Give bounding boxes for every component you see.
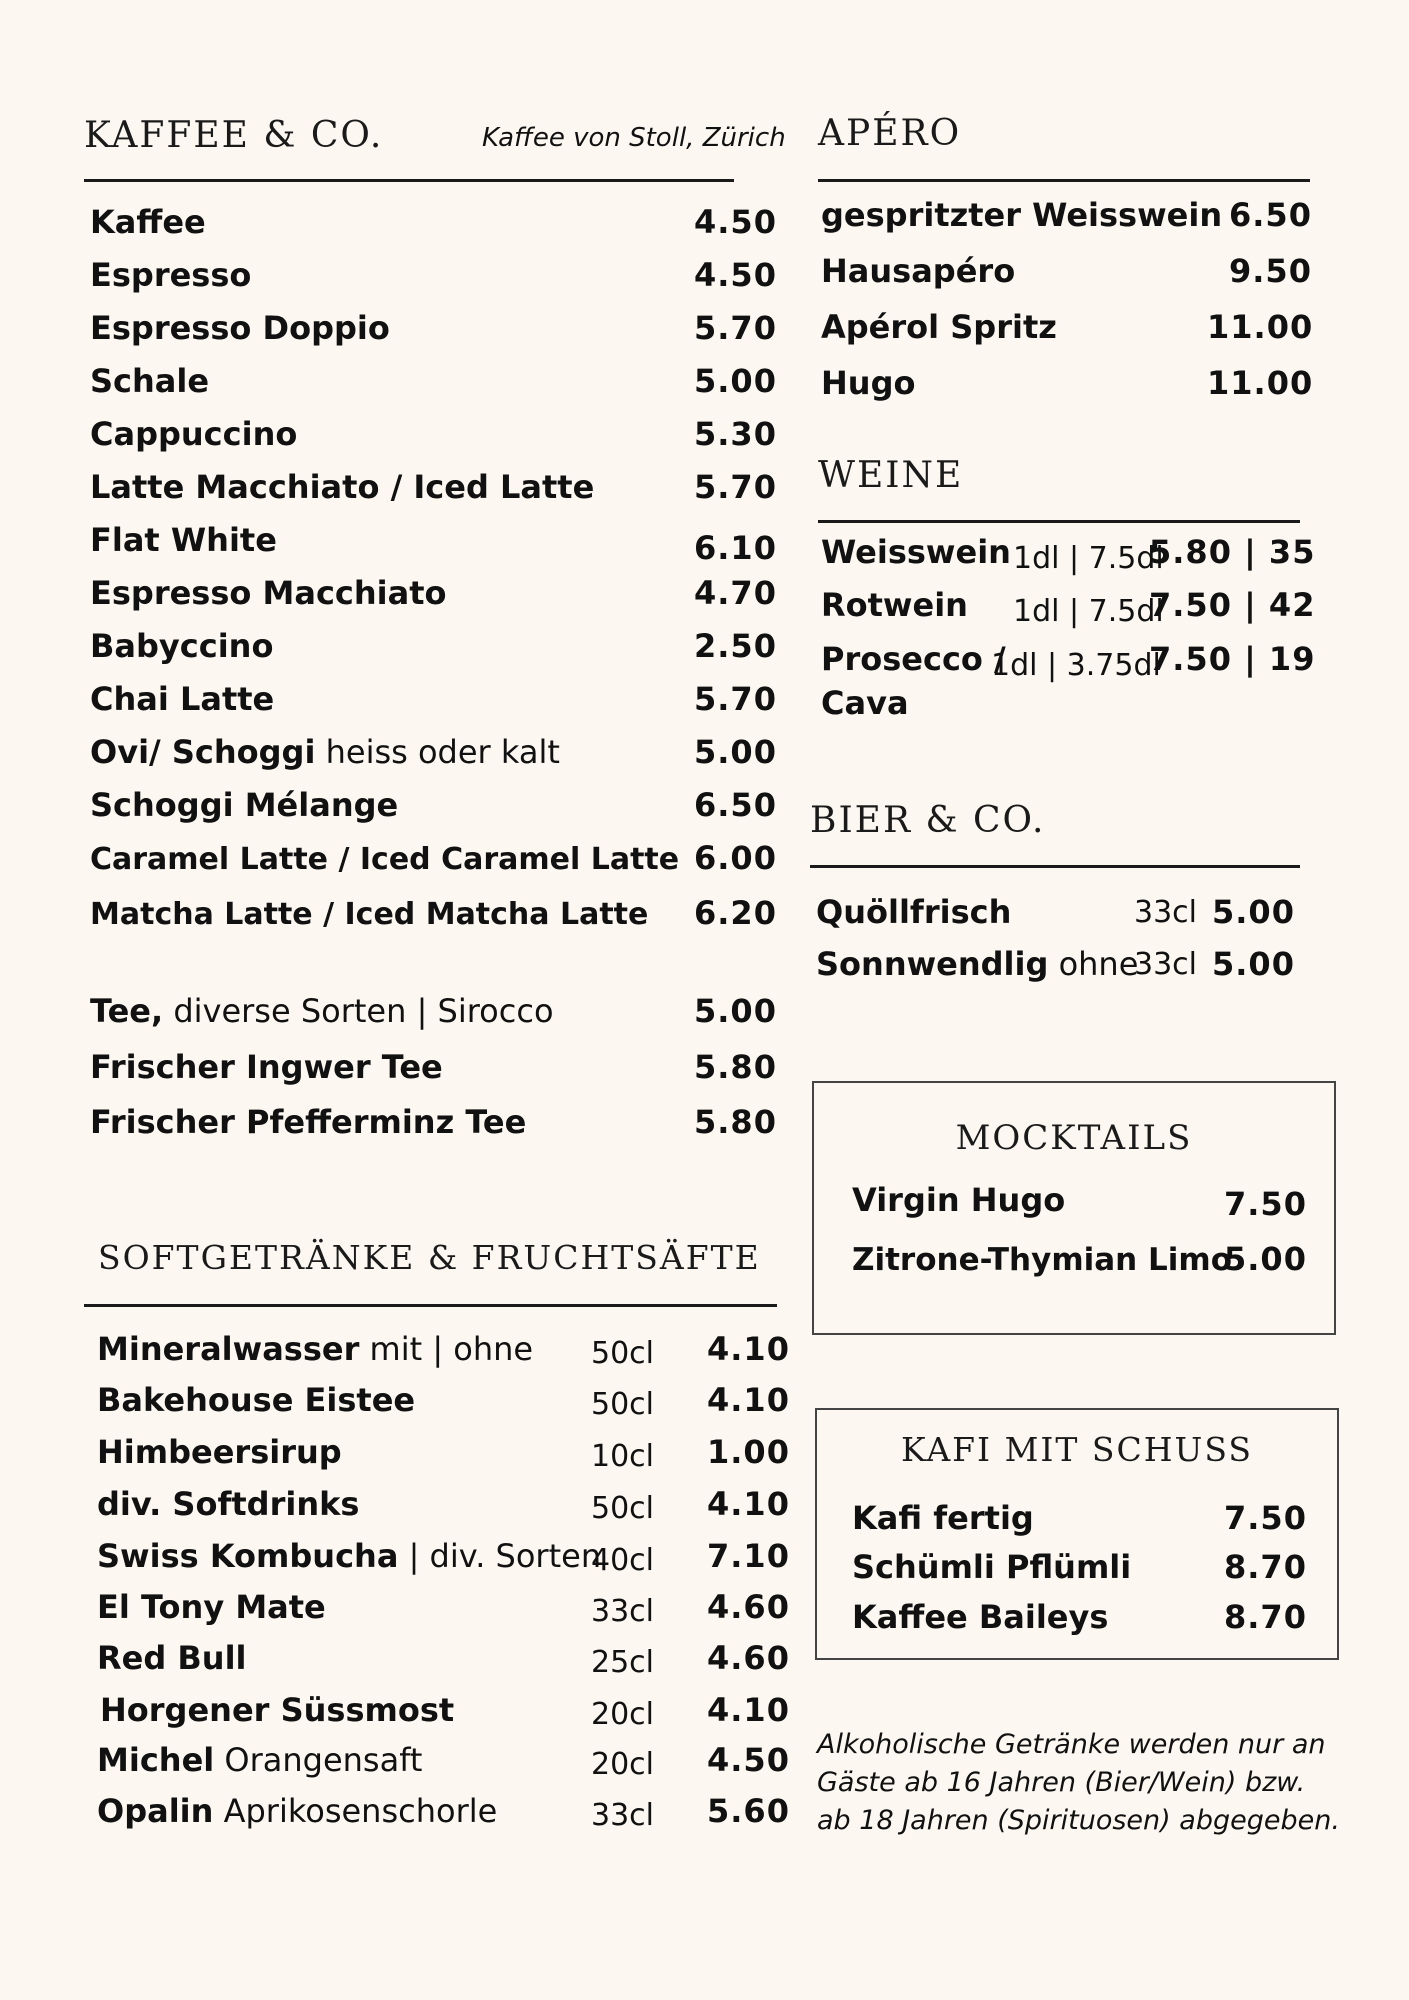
item-name: Schale: [90, 362, 210, 400]
bier-rule: [810, 865, 1300, 868]
kaffee-rule: [84, 179, 734, 182]
list-item: [97, 1639, 790, 1683]
item-price: 5.80 | 35: [1149, 533, 1316, 571]
list-item: [852, 1240, 1307, 1284]
item-price: 4.50: [694, 203, 777, 241]
item-name: Kaffee: [90, 203, 206, 241]
list-item: [821, 640, 1316, 684]
item-detail: | div. Sorten: [408, 1537, 602, 1575]
item-detail: mit | ohne: [369, 1330, 534, 1368]
item-price: 5.80: [694, 1103, 777, 1141]
alcohol-age-note: [817, 1726, 1340, 1840]
item-size: 50cl: [591, 1387, 655, 1422]
item-size: 33cl: [1134, 947, 1198, 982]
list-item: [90, 992, 777, 1036]
list-item: [821, 364, 1314, 408]
list-item: [97, 1741, 790, 1785]
soft-heading: SOFTGETRÄNKE & FRUCHTSÄFTE: [98, 1238, 761, 1277]
item-price: 5.00: [1212, 945, 1295, 983]
list-item: [97, 1381, 790, 1425]
item-price: 7.50 | 19: [1149, 640, 1316, 678]
list-item: [90, 574, 777, 618]
item-price: 4.50: [707, 1741, 790, 1779]
item-name: Sonnwendlig: [816, 945, 1049, 983]
item-price: 5.00: [694, 733, 777, 771]
kaffee-heading: KAFFEE & CO.: [84, 115, 384, 156]
list-item: [97, 1588, 790, 1632]
item-name: Cappuccino: [90, 415, 298, 453]
item-size: 50cl: [591, 1336, 655, 1371]
item-price: 5.80: [694, 1048, 777, 1086]
item-name: Bakehouse Eistee: [97, 1381, 416, 1419]
item-name: Espresso: [90, 256, 252, 294]
item-price: 8.70: [1224, 1548, 1307, 1586]
item-price: 8.70: [1224, 1598, 1307, 1636]
item-price: 6.10: [694, 529, 777, 567]
list-item: [821, 196, 1312, 240]
item-name: Zitrone-Thymian Limo: [852, 1242, 1233, 1278]
list-item: [816, 945, 1295, 989]
list-item: [90, 1048, 777, 1092]
list-item: [90, 415, 777, 459]
list-item: [852, 1499, 1307, 1543]
mocktails-heading: MOCKTAILS: [955, 1118, 1193, 1158]
item-price: 4.50: [694, 256, 777, 294]
item-detail: Aprikosenschorle: [223, 1792, 498, 1830]
item-price: 7.50: [1224, 1185, 1307, 1223]
weine-heading: WEINE: [818, 455, 964, 496]
item-name: Virgin Hugo: [852, 1181, 1066, 1219]
list-item: [90, 733, 777, 777]
item-name: Hugo: [821, 364, 916, 402]
item-detail: Orangensaft: [224, 1741, 423, 1779]
item-name: Himbeersirup: [97, 1433, 342, 1471]
item-name: El Tony Mate: [97, 1588, 326, 1626]
item-size: 20cl: [591, 1747, 655, 1782]
item-name: Kafi fertig: [852, 1499, 1034, 1537]
note-line: ab 18 Jahren (Spirituosen) abgegeben.: [817, 1805, 1340, 1836]
item-price: 11.00: [1207, 364, 1314, 402]
list-item: [97, 1433, 790, 1477]
item-price: 5.60: [707, 1792, 790, 1830]
item-size: 50cl: [591, 1491, 655, 1526]
item-name: Horgener Süssmost: [100, 1691, 455, 1729]
item-name: Frischer Ingwer Tee: [90, 1048, 443, 1086]
item-price: 1.00: [707, 1433, 790, 1471]
kafi-schuss-heading: KAFI MIT SCHUSS: [901, 1430, 1253, 1469]
kaffee-origin-note: Kaffee von Stoll, Zürich: [482, 123, 786, 153]
item-size: 1dl | 7.5dl: [1013, 594, 1164, 629]
item-size: 33cl: [591, 1594, 655, 1629]
item-price: 7.10: [707, 1537, 790, 1575]
list-item: [852, 1598, 1307, 1642]
item-name: Swiss Kombucha: [97, 1537, 399, 1575]
item-name: Kaffee Baileys: [852, 1598, 1109, 1636]
item-price: 4.10: [707, 1691, 790, 1729]
item-price: 6.50: [694, 786, 777, 824]
item-price: 11.00: [1207, 308, 1314, 346]
list-item: [821, 308, 1314, 352]
list-item: [97, 1485, 790, 1529]
item-name: Red Bull: [97, 1639, 247, 1677]
item-name: div. Softdrinks: [97, 1485, 360, 1523]
item-price: 5.70: [694, 468, 777, 506]
item-price: 4.10: [707, 1485, 790, 1523]
item-detail: heiss oder kalt: [325, 733, 560, 771]
item-name: Espresso Macchiato: [90, 574, 447, 612]
item-detail: diverse Sorten | Sirocco: [173, 992, 554, 1030]
item-price: 4.10: [707, 1330, 790, 1368]
item-price: 5.00: [1212, 893, 1295, 931]
item-name: Frischer Pfefferminz Tee: [90, 1103, 527, 1141]
bier-heading: BIER & CO.: [810, 800, 1046, 841]
item-name: Chai Latte: [90, 680, 275, 718]
item-name: Hausapéro: [821, 252, 1016, 290]
item-name: Caramel Latte / Iced Caramel Latte: [90, 842, 680, 877]
item-name: Weisswein: [821, 533, 1011, 571]
item-price: 5.30: [694, 415, 777, 453]
item-size: 1dl | 3.75dl: [991, 648, 1161, 683]
item-price: 2.50: [694, 627, 777, 665]
list-item: [90, 468, 777, 512]
item-name: Apérol Spritz: [821, 308, 1057, 346]
list-item: [90, 521, 777, 567]
list-item: [97, 1792, 790, 1836]
item-size: 33cl: [591, 1798, 655, 1833]
list-item: [852, 1548, 1307, 1592]
soft-rule: [84, 1304, 777, 1307]
item-price: 4.70: [694, 574, 777, 612]
item-size: 10cl: [591, 1439, 655, 1474]
item-price: 4.10: [707, 1381, 790, 1419]
list-item: [90, 309, 777, 353]
list-item: [90, 839, 777, 883]
weine-rule: [818, 520, 1300, 523]
list-item: [97, 1330, 790, 1374]
item-name: Flat White: [90, 521, 277, 559]
item-name: Quöllfrisch: [816, 893, 1012, 931]
item-price: 5.70: [694, 309, 777, 347]
item-price: 6.50: [1229, 196, 1312, 234]
item-size: 40cl: [591, 1543, 655, 1578]
item-price: 9.50: [1229, 252, 1312, 290]
list-item: [821, 252, 1312, 296]
list-item: [821, 533, 1316, 577]
item-name: Matcha Latte / Iced Matcha Latte: [90, 897, 649, 932]
item-name: Schoggi Mélange: [90, 786, 399, 824]
item-name: gespritzter Weisswein: [821, 196, 1223, 234]
note-line: Alkoholische Getränke werden nur an: [817, 1729, 1326, 1760]
item-price: 6.00: [694, 839, 777, 877]
item-price: 7.50: [1224, 1499, 1307, 1537]
item-name: Espresso Doppio: [90, 309, 390, 347]
item-price: 4.60: [707, 1588, 790, 1626]
mocktails-box: [812, 1081, 1336, 1335]
item-price: 7.50 | 42: [1149, 586, 1316, 624]
item-name: Babyccino: [90, 627, 274, 665]
item-name: Michel: [97, 1741, 215, 1779]
item-name: Latte Macchiato / Iced Latte: [90, 468, 595, 506]
item-price: 5.00: [694, 362, 777, 400]
item-size: 33cl: [1134, 895, 1198, 930]
list-item: [816, 893, 1295, 937]
item-name: Prosecco /: [821, 640, 1006, 678]
list-item: [90, 894, 777, 938]
list-item: [90, 256, 777, 300]
item-size: 20cl: [591, 1697, 655, 1732]
apero-rule: [818, 179, 1310, 182]
list-item: [90, 203, 777, 247]
list-item: [90, 786, 777, 830]
item-name: Cava: [821, 684, 909, 722]
list-item: [90, 362, 777, 406]
item-size: 25cl: [591, 1645, 655, 1680]
list-item: [90, 680, 777, 724]
list-item: [100, 1691, 790, 1735]
list-item-continued: [821, 684, 909, 728]
list-item: [97, 1537, 790, 1581]
item-price: 5.70: [694, 680, 777, 718]
item-price: 4.60: [707, 1639, 790, 1677]
list-item: [90, 1103, 777, 1147]
item-name: Opalin: [97, 1792, 214, 1830]
item-price: 5.00: [1224, 1240, 1307, 1278]
kafi-schuss-box: [815, 1408, 1339, 1660]
item-price: 6.20: [694, 894, 777, 932]
item-price: 5.00: [694, 992, 777, 1030]
list-item: [90, 627, 777, 671]
item-name: Tee,: [90, 992, 164, 1030]
item-name: Rotwein: [821, 586, 968, 624]
item-size: 1dl | 7.5dl: [1013, 541, 1164, 576]
note-line: Gäste ab 16 Jahren (Bier/Wein) bzw.: [817, 1767, 1306, 1798]
list-item: [852, 1181, 1307, 1225]
item-name: Ovi/ Schoggi: [90, 733, 316, 771]
item-detail: ohne: [1058, 945, 1139, 983]
list-item: [821, 586, 1316, 630]
item-name: Mineralwasser: [97, 1330, 360, 1368]
item-name: Schümli Pflümli: [852, 1548, 1132, 1586]
apero-heading: APÉRO: [818, 113, 962, 154]
